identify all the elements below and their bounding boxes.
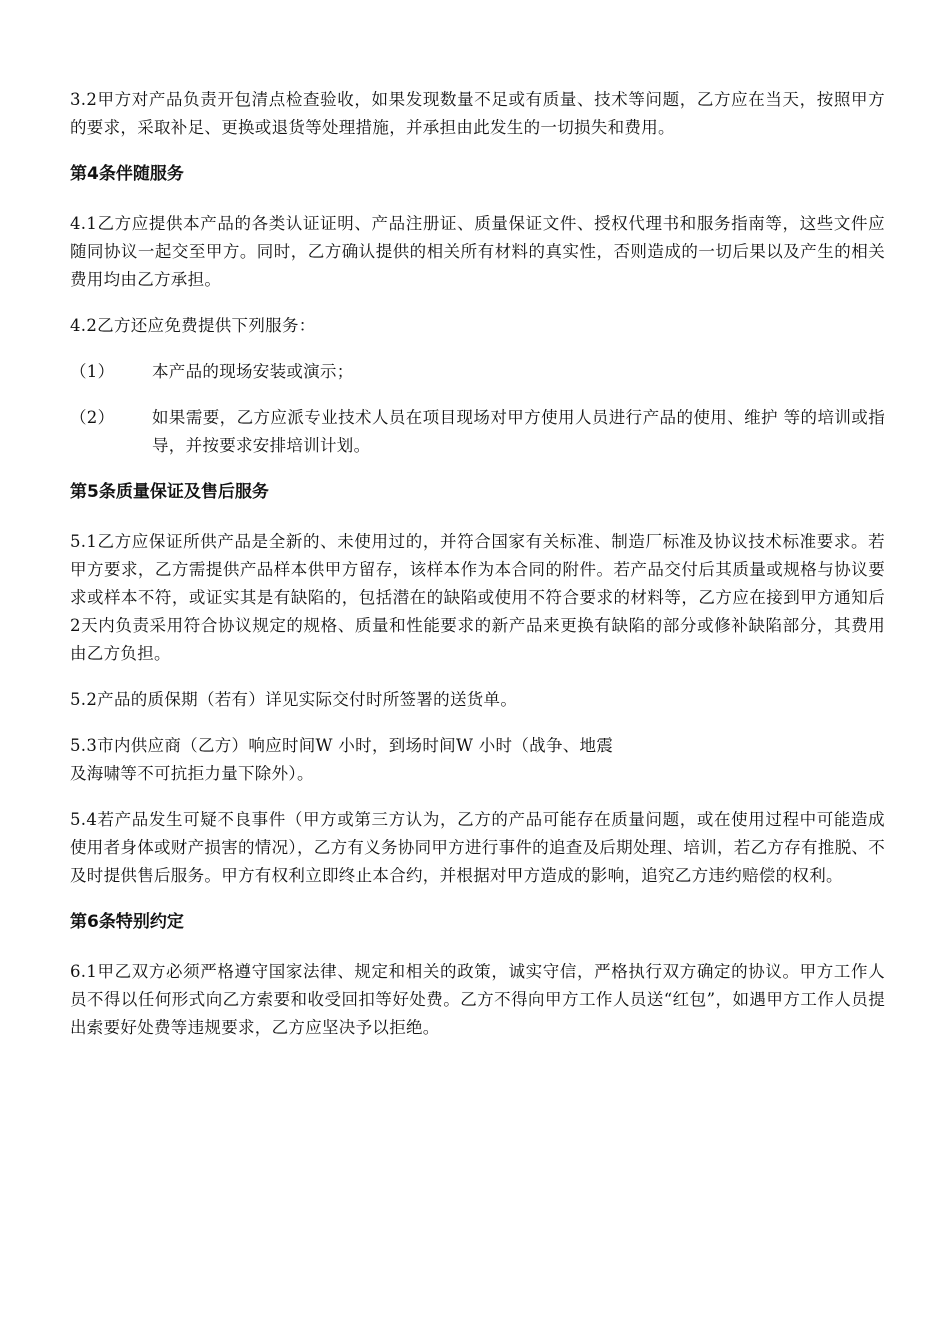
clause-4-2: 4.2乙方还应免费提供下列服务： — [70, 316, 316, 335]
clause-6-1: 6.1甲乙双方必须严格遵守国家法律、规定和相关的政策，诚实守信，严格执行双方确定的协议。甲方工作人员不得以任何形式向乙方索要和收受回扣等好处费。乙方不得向甲方工作人员送“红包”，如遇甲方工作人员提出索要好处费等违规要求，乙方应坚决予以拒绝。 — [70, 962, 885, 1037]
clause-5-3 — [70, 732, 885, 788]
clause-4-1: 4.1乙方应提供本产品的各类认证证明、产品注册证、质量保证文件、授权代理书和服务指南等，这些文件应随同协议一起交至甲方。同时，乙方确认提供的相关所有材料的真实性，否则造成的一切后果以及产生的相关费用均由乙方承担。 — [70, 214, 885, 289]
service-item-1-number: （1） — [70, 362, 115, 381]
service-item-1-text: 本产品的现场安装或演示； — [152, 362, 354, 381]
clause-5-2: 5.2产品的质保期（若有）详见实际交付时所签署的送货单。 — [70, 690, 518, 709]
heading-article-5: 第5条质量保证及售后服务 — [70, 482, 269, 502]
clause-5-3-line-1: 5.3市内供应商（乙方）响应时间W 小时，到场时间W 小时（战争、地震 — [70, 736, 614, 755]
heading-article-4: 第4条伴随服务 — [70, 164, 184, 184]
service-item-2 — [70, 404, 885, 460]
clause-5-3-line-2: 及海啸等不可抗拒力量下除外）。 — [70, 764, 314, 783]
heading-article-6: 第6条特别约定 — [70, 912, 184, 932]
document-page — [70, 86, 885, 1060]
service-item-1 — [70, 358, 885, 386]
service-item-2-text: 如果需要，乙方应派专业技术人员在项目现场对甲方使用人员进行产品的使用、维护 等的培训或指导，并按要求安排培训计划。 — [152, 408, 885, 455]
clause-5-4: 5.4若产品发生可疑不良事件（甲方或第三方认为，乙方的产品可能存在质量问题，或在使用过程中可能造成使用者身体或财产损害的情况），乙方有义务协同甲方进行事件的追查及后期处理、培训，若乙方存有推脱、不及时提供售后服务。甲方有权利立即终止本合约，并根据对甲方造成的影响，追究乙方违约赔偿的权利。 — [70, 810, 885, 885]
clause-3-2: 3.2甲方对产品负责开包清点检查验收，如果发现数量不足或有质量、技术等问题，乙方应在当天，按照甲方的要求，采取补足、更换或退货等处理措施，并承担由此发生的一切损失和费用。 — [70, 90, 885, 137]
service-item-2-number: （2） — [70, 408, 115, 427]
clause-5-1: 5.1乙方应保证所供产品是全新的、未使用过的，并符合国家有关标准、制造厂标准及协议技术标准要求。若甲方要求，乙方需提供产品样本供甲方留存，该样本作为本合同的附件。若产品交付后其质量或规格与协议要求或样本不符，或证实其是有缺陷的，包括潜在的缺陷或使用不符合要求的材料等，乙方应在接到甲方通知后2天内负责采用符合协议规定的规格、质量和性能要求的新产品来更换有缺陷的部分或修补缺陷部分，其费用由乙方负担。 — [70, 532, 885, 663]
